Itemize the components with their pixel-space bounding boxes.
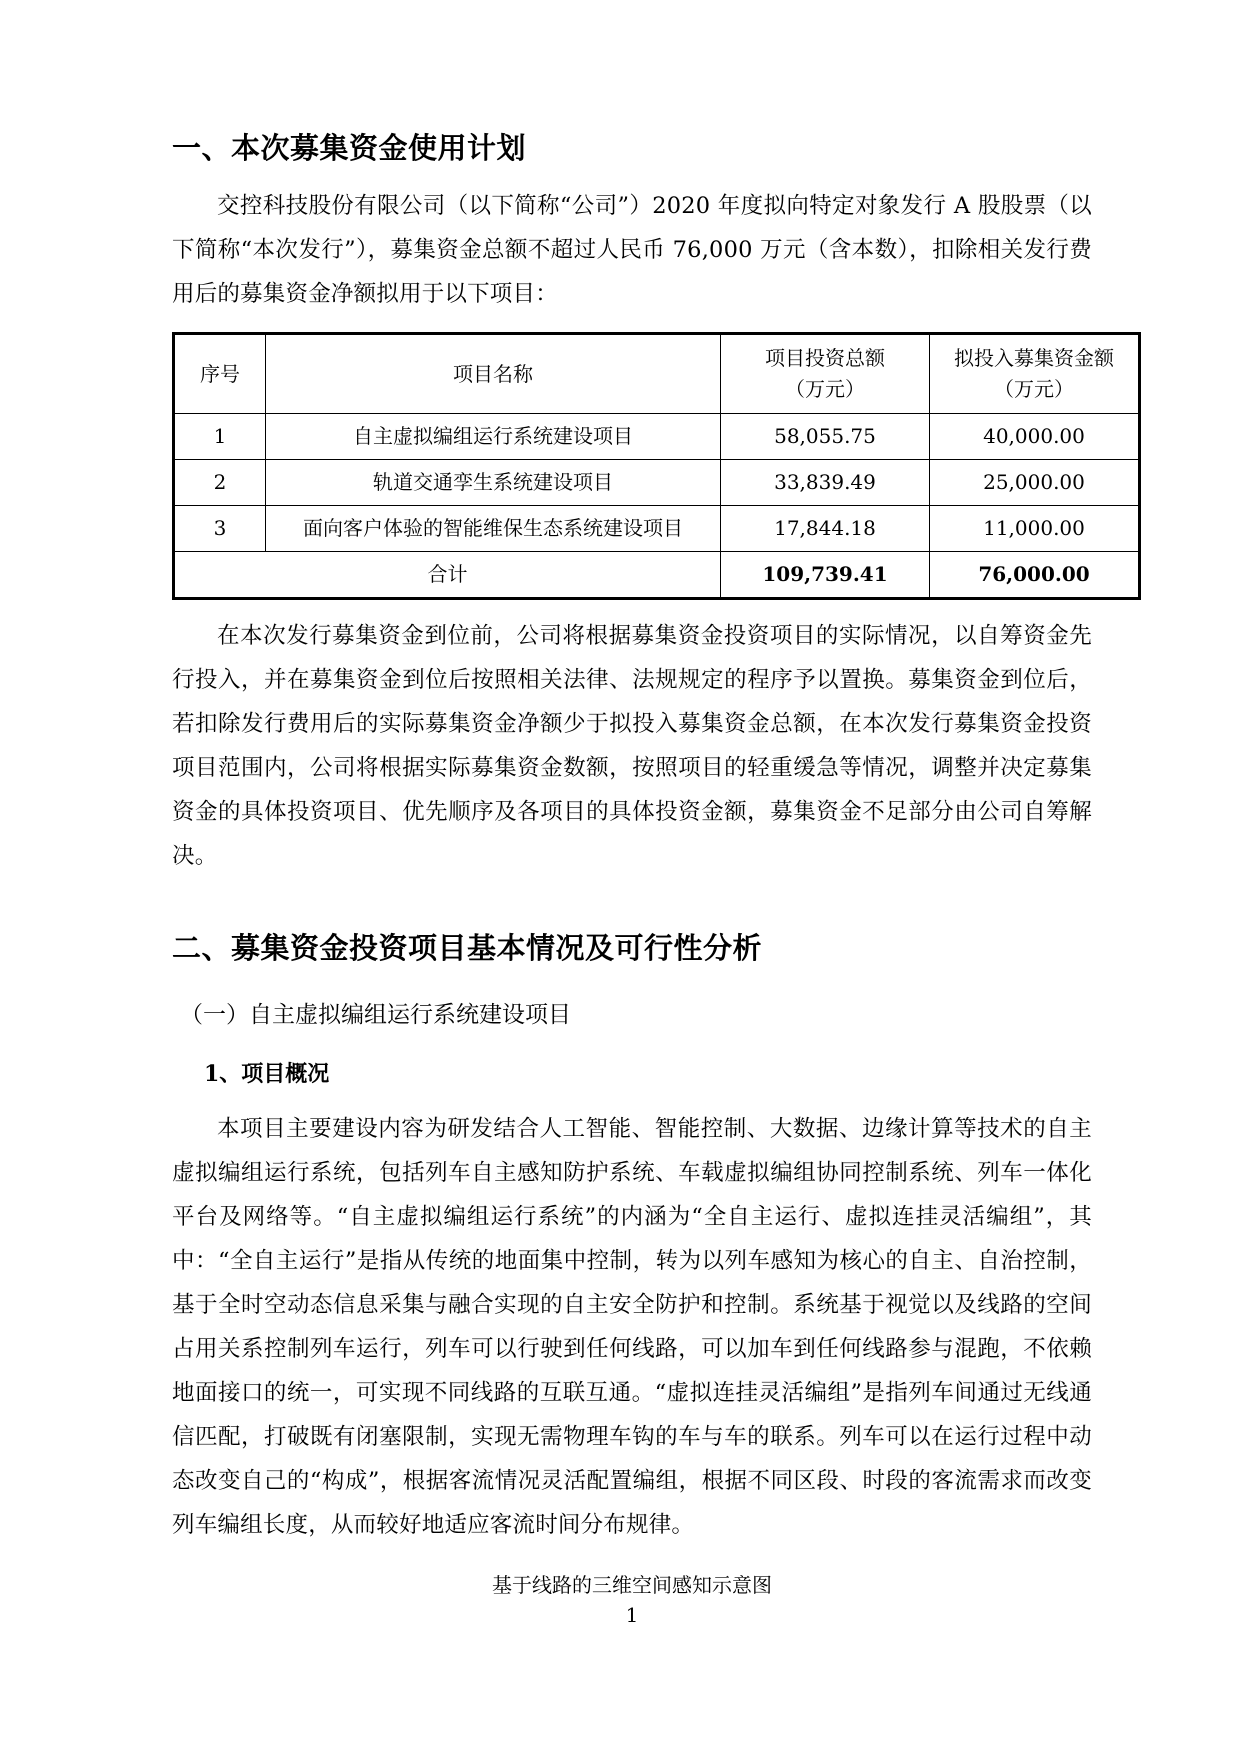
cell-total-label: 合计: [174, 552, 721, 599]
cell-raised-amount: 40,000.00: [930, 414, 1140, 460]
table-total-row: [174, 552, 1140, 599]
header-cell-total-investment-line2: （万元）: [785, 377, 865, 402]
fund-usage-table: [172, 332, 1141, 600]
section-1-after-table-paragraph: 在本次发行募集资金到位前，公司将根据募集资金投资项目的实际情况，以自筹资金先行投入，并在募集资金到位后按照相关法律、法规规定的程序予以置换。募集资金到位后，若扣除发行费用后的实际募集资金净额少于拟投入募集资金总额，在本次发行募集资金投资项目范围内，公司将根据实际募集资金数额，按照项目的轻重缓急等情况，调整并决定募集资金的具体投资项目、优先顺序及各项目的具体投资金额，募集资金不足部分由公司自筹解决。: [172, 623, 1092, 870]
section-2-heading: 二、募集资金投资项目基本情况及可行性分析: [172, 931, 763, 966]
header-cell-no: 序号: [174, 334, 266, 414]
header-cell-raised-amount-line1: 拟投入募集资金额: [954, 346, 1114, 371]
page-number: 1: [625, 1602, 639, 1627]
cell-total-investment: 58,055.75: [721, 414, 930, 460]
header-cell-total-investment: [721, 334, 930, 414]
section-2-subsection-heading: （一）自主虚拟编组运行系统建设项目: [180, 1001, 571, 1028]
cell-project-name: 面向客户体验的智能维保生态系统建设项目: [266, 506, 721, 552]
section-1-heading: 一、本次募集资金使用计划: [172, 131, 527, 165]
header-cell-name: 项目名称: [266, 334, 721, 414]
table-header: [174, 334, 1140, 414]
header-cell-raised-amount-line2: （万元）: [994, 377, 1074, 402]
cell-raised-amount-sum: 76,000.00: [930, 552, 1140, 599]
header-cell-raised-amount: [930, 334, 1140, 414]
figure-caption: 基于线路的三维空间感知示意图: [492, 1572, 772, 1597]
section-1-intro-paragraph: 交控科技股份有限公司（以下简称“公司”）2020 年度拟向特定对象发行 A 股股票（以下简称“本次发行”），募集资金总额不超过人民币 76,000 万元（含本数），扣除相关发行费用后的募集资金净额拟用于以下项目：: [172, 193, 1092, 308]
table-row: [174, 460, 1140, 506]
section-2-overview-paragraph: 本项目主要建设内容为研发结合人工智能、智能控制、大数据、边缘计算等技术的自主虚拟编组运行系统，包括列车自主感知防护系统、车载虚拟编组协同控制系统、列车一体化平台及网络等。“自主虚拟编组运行系统”的内涵为“全自主运行、虚拟连挂灵活编组”，其中：“全自主运行”是指从传统的地面集中控制，转为以列车感知为核心的自主、自治控制，基于全时空动态信息采集与融合实现的自主安全防护和控制。系统基于视觉以及线路的空间占用关系控制列车运行，列车可以行驶到任何线路，可以加车到任何线路参与混跑，不依赖地面接口的统一，可实现不同线路的互联互通。“虚拟连挂灵活编组”是指列车间通过无线通信匹配，打破既有闭塞限制，实现无需物理车钩的车与车的联系。列车可以在运行过程中动态改变自己的“构成”，根据客流情况灵活配置编组，根据不同区段、时段的客流需求而改变列车编组长度，从而较好地适应客流时间分布规律。: [172, 1115, 1092, 1538]
cell-no: 3: [174, 506, 266, 552]
cell-total-investment-sum: 109,739.41: [721, 552, 930, 599]
header-cell-total-investment-line1: 项目投资总额: [765, 346, 885, 371]
cell-project-name: 自主虚拟编组运行系统建设项目: [266, 414, 721, 460]
section-2-sub-item-heading: 1、项目概况: [204, 1061, 330, 1088]
table-row: [174, 506, 1140, 552]
table-row: [174, 414, 1140, 460]
table-header-row: [174, 334, 1140, 414]
cell-project-name: 轨道交通孪生系统建设项目: [266, 460, 721, 506]
cell-no: 1: [174, 414, 266, 460]
table-body: [174, 414, 1140, 599]
cell-total-investment: 33,839.49: [721, 460, 930, 506]
cell-total-investment: 17,844.18: [721, 506, 930, 552]
cell-raised-amount: 25,000.00: [930, 460, 1140, 506]
cell-no: 2: [174, 460, 266, 506]
cell-raised-amount: 11,000.00: [930, 506, 1140, 552]
